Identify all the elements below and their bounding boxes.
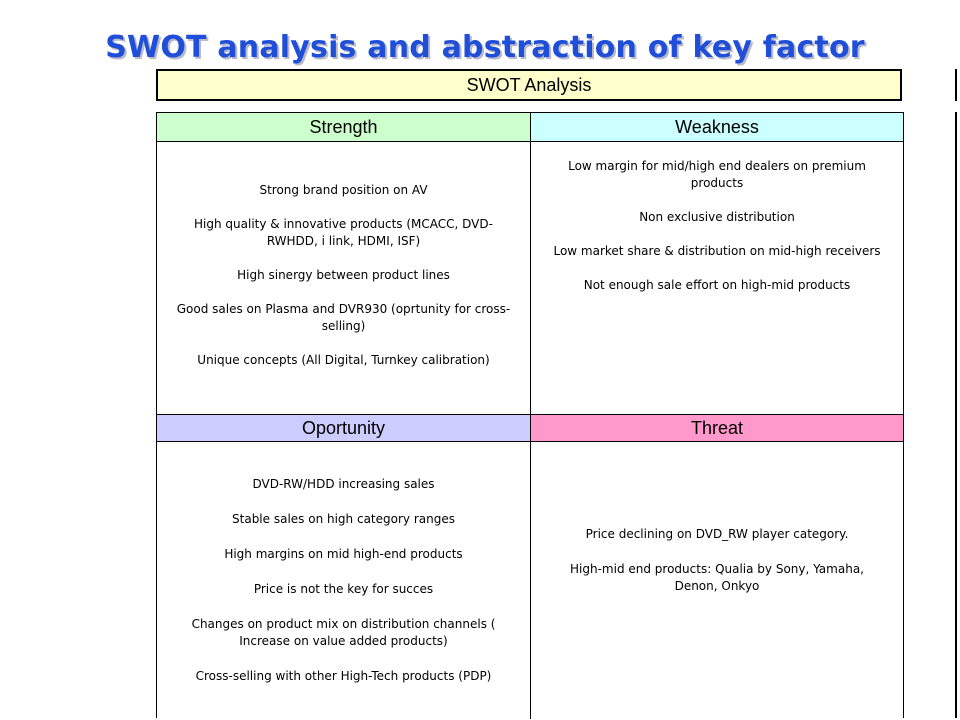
opportunity-item: Changes on product mix on distribution channels ( Increase on value added products) [191,617,496,648]
opportunity-body [157,442,530,719]
opportunity-item: Cross-selling with other High-Tech products (PDP) [195,669,492,683]
swot-analysis-banner: SWOT Analysis [156,69,902,101]
opportunity-item: Price is not the key for succes [253,582,434,596]
weakness-header-label: Weakness [675,116,759,137]
weakness-item: Non exclusive distribution [639,210,795,224]
threat-item: Price declining on DVD_RW player category. [585,527,849,541]
strength-item: Strong brand position on AV [259,183,428,197]
strength-header [157,113,530,142]
strength-item: Unique concepts (All Digital, Turnkey calibration) [197,353,490,367]
strength-body [157,142,530,413]
right-edge-line-bottom [955,112,957,718]
weakness-body [531,142,903,413]
swot-grid [156,112,904,718]
threat-item: High-mid end products: Qualia by Sony, Yamaha, Denon, Onkyo [570,562,864,593]
weakness-item: Low margin for mid/high end dealers on premium products [568,159,866,190]
right-edge-line-top [955,69,957,101]
opportunity-item: DVD-RW/HDD increasing sales [252,477,435,491]
page-title: SWOT analysis and abstraction of key factor [105,30,865,65]
weakness-item: Not enough sale effort on high-mid products [583,278,851,292]
threat-header [531,414,903,442]
opportunity-header-label: Oportunity [301,417,386,438]
opportunity-item: High margins on mid high-end products [224,547,463,561]
opportunity-item: Stable sales on high category ranges [232,512,455,526]
strength-item: Good sales on Plasma and DVR930 (oprtunity for cross-selling) [176,302,511,333]
weakness-item: Low market share & distribution on mid-high receivers [553,244,881,258]
strength-item: High sinergy between product lines [237,268,450,282]
threat-body [531,442,903,719]
strength-header-label: Strength [309,116,378,137]
opportunity-header [157,414,530,442]
strength-item: High quality & innovative products (MCACC, DVD-RWHDD, i link, HDMI, ISF) [194,217,493,248]
vertical-divider [530,113,531,719]
weakness-header [531,113,903,142]
threat-header-label: Threat [690,417,744,438]
